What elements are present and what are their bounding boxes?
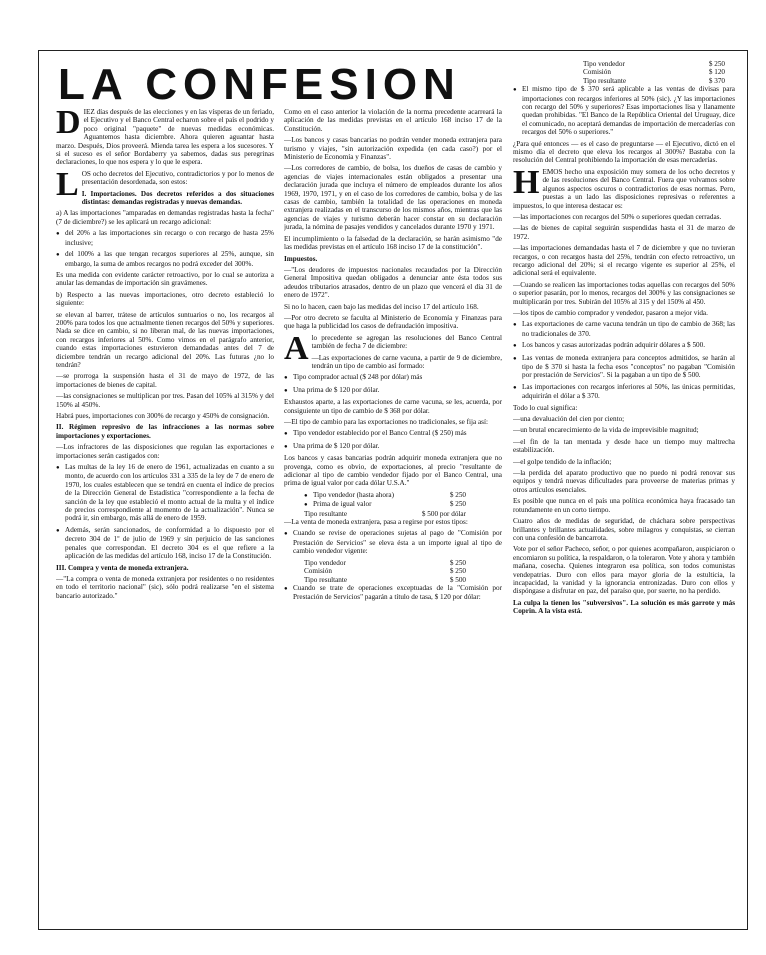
paragraph: ¿Para qué entonces — es el caso de preguntarse — el Ejecutivo, dictó en el mismo día el decreto que eleva los recargos al 300%? Bastaba con la resolución del Central prohibiendo la importación de esas mercaderías. xyxy=(513,139,735,165)
paragraph: a) A las importaciones "amparadas en demandas registradas hasta la fecha" (7 de diciembre?) se les aplicará un recargo adicional: xyxy=(56,209,274,226)
paragraph: —un brutal encarecimiento de la vida de imprevisible magnitud; xyxy=(513,426,699,435)
paragraph: —Los bancos y casas bancarias no podrán vender moneda extranjera para turismo y viajes, "sin autorización expedida (en cada caso?) por el Ministerio de Economía y Finanzas". xyxy=(284,136,502,162)
drop-cap: D xyxy=(56,108,81,141)
paragraph: Vote por el señor Pacheco, señor, o por quienes acompañaron, auspiciaron o encomiaron su política, la respaldaron, o la toleraron. Vote y ahora y también mañana, cosecha. Quienes integraron esa política, son todos comunistas vendepatrias. Duro con ellos para mayor gloria de la estulticia, la incapacidad, la vanidad y la ignorancia entronizadas. Duro con ellos y dispóngase a disfrutar en paz, del paraíso que, por suerte, no ha perdido. xyxy=(513,545,735,596)
column-3 xyxy=(513,60,735,920)
rate-row: Tipo resultante $ 370 xyxy=(583,76,725,85)
column-2 xyxy=(284,108,502,920)
paragraph: —Las exportaciones de carne vacuna, a partir de 9 de diciembre, tendrán un tipo de cambio así formado: xyxy=(311,353,502,370)
drop-cap: H xyxy=(513,163,540,201)
bullet-item: ● Los bancos y casas autorizadas podrán adquirir dólares a $ 500. xyxy=(513,341,735,350)
bullet-item: ● del 20% a las importaciones sin recargo o con recargo de hasta 25% inclusive; xyxy=(56,229,274,247)
bullet-item: ● Las ventas de moneda extranjera para conceptos admitidos, se harán al tipo de $ 370 si hasta la fecha esos "conceptos" no pagaban "Comisión por prestación de Servicios". Si la pagaban a un tipo de $ 500. xyxy=(513,354,735,380)
paragraph: —una devaluación del cien por ciento; xyxy=(513,415,625,424)
bullet-item: ● Las multas de la ley 16 de enero de 1961, actualizadas en cuanto a su monto, de acuerdo con los artículos 331 a 335 de la ley de 7 de enero de 1970, los cuales establecen que se tendrá en cuenta el índice de precios de la Dirección General de Estadística "correspondiente a la fecha de sanción de la ley que estableció el monto actual de la multa y el índice de precios correspondiente al momento de la actualización". Nunca se podrá ir, sin embargo, más allá de enero de 1959. xyxy=(56,463,274,523)
bullet-item: ● Tipo comprador actual ($ 248 por dólar) más xyxy=(284,373,502,382)
paragraph: Cuatro años de medidas de seguridad, de cháchara sobre perspectivas brillantes y brillantes actualidades, sobre milagros y conquistas, se cierran con una confesión de bancarrota. xyxy=(513,517,735,542)
paragraph: —La venta de moneda extranjera, pasa a regirse por estos tipos: xyxy=(284,518,468,527)
paragraph: se elevan al barrer, trátese de artículos suntuarios o no, los recargos al 200% para todos los que actualmente tienen recargos del 50% y superiores. Nada se dice en cambio, si no liberan mal, de las nuevas importaciones, con recargos inferiores al 50%. Como vimos en el parágrafo anterior, cuando estas importaciones estuvieron demandadas antes del 7 de diciembre tendrán un recargo adicional del 20%. Las futuras ¿no lo tendrán? xyxy=(56,310,274,369)
rate-row: Comisión $ 250 xyxy=(304,567,466,576)
rate-row: Tipo resultante $ 500 xyxy=(304,575,466,584)
section-heading: I. Importaciones. Dos decretos referidos a dos situaciones distintas: demandas registradas y nuevas demandas. xyxy=(81,189,274,207)
bullet-item: ● Las exportaciones de carne vacuna tendrán un tipo de cambio de 368; las no tradicionales de 370. xyxy=(513,320,735,338)
drop-cap: L xyxy=(56,165,79,203)
paragraph: Es una medida con evidente carácter retroactivo, por lo cual se autoriza a anular las demandas de importación sin gravámenes. xyxy=(56,270,274,288)
paragraph: —Cuando se realicen las importaciones todas aquellas con recargos del 50% o superior pasarán, por lo menos, recargos del 300% y las consignaciones se multiplicarán por tres. Subirán del 105% al 315 y del 150% al 450. xyxy=(513,280,735,306)
closing-paragraph: La culpa la tienen los "subversivos". La solución es más garrote y más Coprin. A la vista está. xyxy=(513,598,735,616)
paragraph: —el golpe tendido de la inflación; xyxy=(513,457,612,466)
paragraph: —los tipos de cambio comprador y vendedor, pasaron a mejor vida. xyxy=(513,308,708,317)
bullet-item: ● Una prima de $ 120 por dólar. xyxy=(284,386,502,395)
bullet-item: ● El mismo tipo de $ 370 será aplicable a las ventas de divisas para importaciones con recargos inferiores al 50% (sic). ¿Y las importaciones con recargo del 50% y superiores? Esas importaciones lisa y llanamente quedan prohibidas. "El Banco de la República Oriental del Uruguay, dice el comunicado, no aceptará demandas de importación de mercaderías con recargos del 50% o superiores." xyxy=(513,85,735,136)
intro-paragraph: DIEZ días después de las elecciones y en las vísperas de un feriado, el Ejecutivo y el Banco Central echaron sobre el país el podrido y poco original "paquete" de nuevas medidas económicas. Aguantemos hasta diciembre. Ahora quieren aguantar hasta marzo. Después, Dios proveerá. Mienda tarea les espera a los sucesores. Y si el suceso es el señor Bordaberry ya sabemos, dadas sus peregrinas declaraciones, lo que nos espera y lo que le espera. xyxy=(56,108,274,167)
paragraph: —Los infractores de las disposiciones que regulan las exportaciones e importaciones serán castigados con: xyxy=(56,443,274,460)
bullet-item: ● Tipo vendedor establecido por el Banco Central ($ 250) más xyxy=(284,429,502,438)
rate-row: Tipo resultante $ 500 por dólar xyxy=(304,509,466,518)
paragraph: —"Los deudores de impuestos nacionales recaudados por la Dirección General Impositiva quedan obligados a denunciar ante ésta todos sus adeudos tributarios atrasados, dentro de un plazo que vencerá el día 31 de enero de 1972". xyxy=(284,265,502,300)
paragraph: Exhaustos aparte, a las exportaciones de carne vacuna, se les, acuerda, por consiguiente un tipo de cambio de $ 368 por dólar. xyxy=(284,398,502,415)
column-1 xyxy=(56,108,274,920)
rate-row: ● Prima de igual valor $ 250 xyxy=(284,500,502,509)
section-heading: II. Régimen represivo de las infracciones a las normas sobre importaciones y exportaciones. xyxy=(56,423,274,440)
section-heading: Impuestos. xyxy=(284,254,318,263)
paragraph: —Por otro decreto se faculta al Ministerio de Economía y Finanzas para que haga la publicidad los casos de defraudación impositiva. xyxy=(284,313,502,331)
paragraph: Es posible que nunca en el país una política económica haya fracasado tan rotundamente en un corto tiempo. xyxy=(513,497,735,514)
rate-row: Tipo vendedor $ 250 xyxy=(304,558,466,567)
paragraph: HEMOS hecho una exposición muy somera de los ocho decretos y de las resoluciones del Banco Central. Fuera que volvamos sobre algunos aspectos oscuros o contradictorios de esas normas. Pero, puestas a un lado las disposiciones represivas o referentes a impuestos, lo que interesa destacar es: xyxy=(513,163,735,210)
paragraph: —el fin de la tan mentada y desde hace un tiempo muy maltrecha estabilización. xyxy=(513,437,735,455)
paragraph: LOS ocho decretos del Ejecutivo, contradictorios y por lo menos de presentación desordenada, son estos: xyxy=(56,165,274,203)
bullet-item: ● Las importaciones con recargos inferiores al 50%, las únicas permitidas, adquirirán el dólar a $ 370. xyxy=(513,383,735,401)
bullet-item: ● del 100% a las que tengan recargos superiores al 25%, aunque, sin embargo, la suma de ambos recargos no podrá exceder del 300%. xyxy=(56,250,274,268)
paragraph: Como en el caso anterior la violación de la norma precedente acarreará la aplicación de las medidas previstas en el artículo 168 inciso 17 de la Constitución. xyxy=(284,108,502,133)
paragraph: Habrá pues, importaciones con 300% de recargo y 450% de consignación. xyxy=(56,412,270,420)
paragraph: —la perdida del aparato productivo que no puedo ni podrá renovar sus equipos y tendrá nuevas dificultades para proveerse de materias primas y otros artículos esenciales. xyxy=(513,469,735,494)
bullet-item: ● Cuando se trate de operaciones exceptuadas de la "Comisión por Prestación de Servicios" pagarán a título de tasa, $ 120 por dólar: xyxy=(284,584,502,602)
paragraph: Si no lo hacen, caen bajo las medidas del inciso 17 del artículo 168. xyxy=(284,302,479,311)
section-heading: III. Compra y venta de moneda extranjera. xyxy=(56,563,189,572)
paragraph: —las importaciones con recargos del 50% o superiores quedan cerradas. xyxy=(513,212,722,221)
paragraph: El incumplimiento o la falsedad de la declaración, se harán asimismo "de las medidas previstas en el artículo 168 inciso 17 de la constitución". xyxy=(284,234,502,252)
paragraph: —Los corredores de cambio, de bolsa, los dueños de casas de cambio y agencias de viajes internacionales están obligados a presentar una declaración jurada que incluya el número de empleados durante los años 1969, 1970, 1971, y en el caso de los corredores de cambio, bolsa y de las casas de cambio, también la totalidad de las operaciones en moneda extranjera realizadas en el transcurso de los mismos años, mientras que las agencias de viajes y turismo deberán hacer constar en su declaración jurada, la nómina de pasajes vendidos y cancelados durante 1970 y 1971. xyxy=(284,164,502,232)
paragraph: —las consignaciones se multiplican por tres. Pasan del 105% al 315% y del 150% al 450%. xyxy=(56,392,274,409)
paragraph: —"La compra o venta de moneda extranjera por residentes o no residentes en todo el territorio nacional" (sic), sólo podrá realizarse "en el sistema bancario autorizado." xyxy=(56,574,274,600)
paragraph: Todo lo cual significa: xyxy=(513,403,578,412)
bullet-item: ● Cuando se revise de operaciones sujetas al pago de "Comisión por Prestación de Servicios" se eleva ésta a un importe igual al tipo de cambio vendedor vigente: xyxy=(284,529,502,555)
bullet-item: ● Además, serán sancionados, de conformidad a lo dispuesto por el decreto 304 de 1º de julio de 1969 y sin perjuicio de las sanciones penales que correspondan. El decreto 304 es el que refiere a la aplicación de las medidas del artículo 168, inciso 17 de la Constitución. xyxy=(56,526,274,561)
paragraph: —las de bienes de capital seguirán suspendidas hasta el 31 de marzo de 1972. xyxy=(513,224,735,241)
rate-row: Tipo vendedor $ 250 xyxy=(583,60,725,68)
paragraph: —se prorroga la suspensión hasta el 31 de mayo de 1972, de las importaciones de bienes de capital. xyxy=(56,372,274,389)
article-title: LA CONFESION xyxy=(58,60,461,109)
paragraph: Los bancos y casas bancarias podrán adquirir moneda extranjera que no provenga, como es obvio, de exportaciones, al precio "resultante de adicionar al tipo de cambio vendedor fijado por el Banco Central, una prima de igual valor por cada dólar U.S.A." xyxy=(284,454,502,488)
paragraph: Alo precedente se agregan las resoluciones del Banco Central también de fecha 7 de diciembre: xyxy=(284,329,502,367)
paragraph: —las importaciones demandadas hasta el 7 de diciembre y que no tuvieran recargos, o con recargos hasta del 25%, tendrán con efecto retroactivo, un recargo adicional del 20%; si el recargo vigente es superior al 25%, el adicional será el equivalente. xyxy=(513,244,735,278)
drop-cap: A xyxy=(284,329,309,367)
paragraph: b) Respecto a las nuevas importaciones, otro decreto estableció lo siguiente: xyxy=(56,290,274,308)
paragraph: —El tipo de cambio para las exportaciones no tradicionales, se fija así: xyxy=(284,418,488,426)
rate-row: ● Tipo vendedor (hasta ahora) $ 250 xyxy=(284,491,502,500)
bullet-item: ● Una prima de $ 120 por dólar. xyxy=(284,442,502,451)
rate-row: Comisión $ 120 xyxy=(583,68,725,77)
